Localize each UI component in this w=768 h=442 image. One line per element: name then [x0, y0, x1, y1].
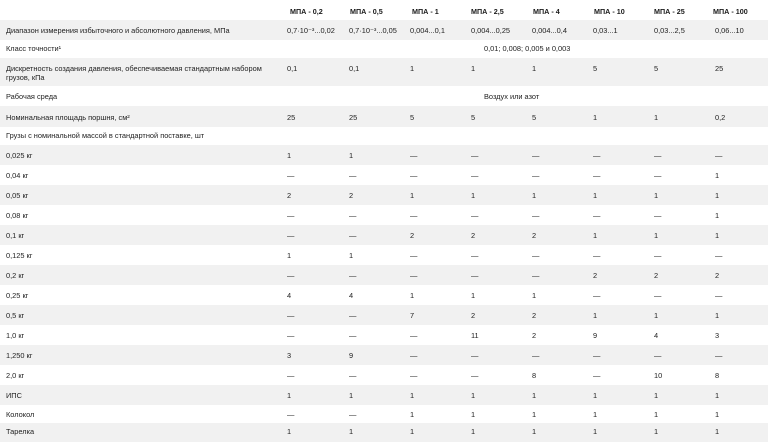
table-cell: 4 [654, 331, 659, 340]
table-cell: — [532, 251, 540, 260]
table-cell: — [287, 271, 295, 280]
table-cell: — [593, 171, 601, 180]
table-cell: — [287, 410, 295, 419]
table-cell: 2 [471, 311, 476, 320]
table-cell: 1 [654, 191, 659, 200]
table-row [0, 165, 768, 185]
table-cell: 0,03...2,5 [654, 26, 685, 35]
table-cell: 2 [532, 331, 537, 340]
table-cell: — [471, 171, 479, 180]
table-cell: 1 [593, 427, 598, 436]
table-cell: 1 [471, 64, 476, 73]
table-cell: 1 [593, 391, 598, 400]
table-row [0, 365, 768, 385]
table-cell: — [349, 371, 357, 380]
table-cell: 1 [287, 151, 292, 160]
table-cell: 1 [654, 391, 659, 400]
table-cell: 0,004...0,25 [471, 26, 511, 35]
table-row [0, 145, 768, 165]
table-cell: 1 [410, 427, 415, 436]
table-cell: 0,7·10⁻³...0,05 [349, 26, 397, 35]
table-cell: 25 [715, 64, 724, 73]
row-label: 1,250 кг [6, 351, 33, 360]
row-label: 0,04 кг [6, 171, 29, 180]
table-cell: 5 [593, 64, 598, 73]
table-cell: 9 [349, 351, 354, 360]
table-cell: 1 [532, 427, 537, 436]
table-cell: — [471, 151, 479, 160]
row-label: Колокол [6, 410, 35, 419]
row-label: 1,0 кг [6, 331, 25, 340]
table-row [0, 405, 768, 423]
table-cell: 5 [654, 64, 659, 73]
table-cell: 2 [532, 311, 537, 320]
table-row [0, 325, 768, 345]
table-cell: 1 [715, 211, 720, 220]
spanning-cell: Воздух или азот [484, 92, 540, 101]
table-row-weights-section [0, 127, 768, 145]
table-cell: 1 [471, 391, 476, 400]
table-cell: 1 [471, 191, 476, 200]
table-cell: — [471, 351, 479, 360]
table-row [0, 225, 768, 245]
table-cell: — [532, 271, 540, 280]
table-cell: 1 [410, 64, 415, 73]
table-cell: — [349, 211, 357, 220]
table-cell: 25 [349, 113, 358, 122]
table-cell: 8 [715, 371, 720, 380]
table-cell: 1 [654, 113, 659, 122]
table-cell: 1 [410, 391, 415, 400]
section-label: Грузы с номинальной массой в стандартной поставке, шт [6, 131, 205, 140]
table-cell: — [471, 251, 479, 260]
table-cell: 0,004...0,4 [532, 26, 567, 35]
table-cell: 1 [349, 427, 354, 436]
table-cell: 2 [715, 271, 720, 280]
table-cell: 2 [471, 231, 476, 240]
table-row-working-medium [0, 86, 768, 106]
table-cell: 25 [287, 113, 296, 122]
table-cell: — [287, 211, 295, 220]
table-cell: 1 [593, 410, 598, 419]
table-cell: — [287, 171, 295, 180]
spanning-cell: 0,01; 0,008; 0,005 и 0,003 [484, 44, 571, 53]
column-header: МПА - 25 [654, 7, 685, 16]
row-label: Рабочая среда [6, 92, 58, 101]
table-cell: — [410, 331, 418, 340]
table-cell: 1 [287, 251, 292, 260]
column-header: МПА - 100 [713, 7, 748, 16]
table-cell: 0,1 [287, 64, 298, 73]
table-cell: — [287, 231, 295, 240]
table-row-pressure-range [0, 20, 768, 40]
table-cell: 5 [410, 113, 415, 122]
table-cell: — [715, 151, 723, 160]
table-cell: — [532, 171, 540, 180]
table-cell: — [287, 331, 295, 340]
table-cell: 1 [349, 391, 354, 400]
table-cell: 2 [287, 191, 292, 200]
table-cell: — [349, 271, 357, 280]
table-cell: 1 [532, 64, 537, 73]
column-header: МПА - 0,2 [290, 7, 323, 16]
table-cell: 1 [532, 410, 537, 419]
table-cell: 1 [471, 427, 476, 436]
table-row-accuracy-class [0, 40, 768, 58]
table-row [0, 345, 768, 365]
table-cell: 2 [593, 271, 598, 280]
table-cell: 1 [532, 291, 537, 300]
table-cell: — [349, 171, 357, 180]
row-label: 0,08 кг [6, 211, 29, 220]
table-cell: — [593, 151, 601, 160]
table-cell: 7 [410, 311, 415, 320]
table-cell: 1 [654, 410, 659, 419]
table-header-row [0, 0, 768, 20]
column-header: МПА - 0,5 [350, 7, 383, 16]
table-cell: 1 [654, 427, 659, 436]
table-cell: — [715, 291, 723, 300]
row-label: 2,0 кг [6, 371, 25, 380]
table-cell: 2 [349, 191, 354, 200]
table-cell: — [471, 271, 479, 280]
table-cell: — [654, 251, 662, 260]
row-label: Диапазон измерения избыточного и абсолютного давления, МПа [6, 26, 230, 35]
table-cell: — [410, 351, 418, 360]
table-cell: — [410, 151, 418, 160]
table-cell: 8 [532, 371, 537, 380]
table-cell: — [349, 311, 357, 320]
table-cell: — [471, 211, 479, 220]
table-cell: 2 [532, 231, 537, 240]
row-label: ИПС [6, 391, 22, 400]
table-cell: 1 [349, 251, 354, 260]
row-label: 0,2 кг [6, 271, 25, 280]
table-cell: — [410, 251, 418, 260]
table-cell: 2 [410, 231, 415, 240]
table-cell: — [287, 371, 295, 380]
table-row-discreteness [0, 58, 768, 86]
table-cell: 0,2 [715, 113, 726, 122]
table-cell: — [410, 271, 418, 280]
row-label: Дискретность создания давления, обеспечиваемая стандартным набором грузов, кПа [6, 64, 262, 82]
table-cell: 4 [349, 291, 354, 300]
table-cell: — [654, 211, 662, 220]
table-cell: — [654, 151, 662, 160]
table-cell: — [532, 211, 540, 220]
table-cell: 1 [349, 151, 354, 160]
table-cell: — [471, 371, 479, 380]
table-row-piston-area [0, 106, 768, 127]
table-cell: 1 [654, 231, 659, 240]
table-cell: 1 [715, 191, 720, 200]
table-cell: 0,004...0,1 [410, 26, 445, 35]
table-cell: 1 [471, 410, 476, 419]
column-header: МПА - 2,5 [471, 7, 504, 16]
table-cell: 11 [471, 331, 479, 340]
table-cell: 1 [593, 113, 598, 122]
table-cell: — [715, 351, 723, 360]
table-row [0, 185, 768, 205]
table-row [0, 423, 768, 442]
table-cell: — [593, 291, 601, 300]
row-label: 0,25 кг [6, 291, 29, 300]
table-cell: 0,06...10 [715, 26, 744, 35]
table-cell: — [410, 171, 418, 180]
table-cell: 1 [715, 171, 720, 180]
table-cell: 10 [654, 371, 663, 380]
table-cell: 1 [471, 291, 476, 300]
table-cell: 1 [593, 191, 598, 200]
table-cell: 1 [410, 291, 415, 300]
table-cell: 1 [715, 410, 720, 419]
table-cell: 1 [410, 191, 415, 200]
table-cell: — [410, 211, 418, 220]
table-row [0, 305, 768, 325]
row-label: 0,5 кг [6, 311, 25, 320]
table-cell: 1 [715, 427, 720, 436]
table-cell: 1 [287, 427, 292, 436]
table-cell: — [349, 231, 357, 240]
row-label: Класс точности¹ [6, 44, 62, 53]
table-cell: 5 [532, 113, 537, 122]
table-cell: 0,7·10⁻³...0,02 [287, 26, 335, 35]
table-cell: — [349, 331, 357, 340]
table-cell: — [593, 251, 601, 260]
table-cell: 0,1 [349, 64, 360, 73]
row-label: Тарелка [6, 427, 35, 436]
table-cell: 5 [471, 113, 476, 122]
table-row [0, 245, 768, 265]
column-header: МПА - 4 [533, 7, 560, 16]
row-label: 0,025 кг [6, 151, 33, 160]
table-cell: — [532, 151, 540, 160]
table-cell: 3 [715, 331, 720, 340]
table-cell: 1 [532, 391, 537, 400]
table-cell: 1 [593, 231, 598, 240]
row-label: 0,125 кг [6, 251, 33, 260]
table-cell: 2 [654, 271, 659, 280]
table-cell: 1 [287, 391, 292, 400]
row-label: 0,05 кг [6, 191, 29, 200]
table-cell: 1 [715, 231, 720, 240]
column-header: МПА - 10 [594, 7, 625, 16]
table-cell: — [654, 291, 662, 300]
table-cell: — [593, 211, 601, 220]
table-row [0, 205, 768, 225]
table-cell: 3 [287, 351, 292, 360]
table-cell: — [715, 251, 723, 260]
table-cell: — [593, 351, 601, 360]
row-label: 0,1 кг [6, 231, 25, 240]
table-cell: 9 [593, 331, 598, 340]
table-cell: — [349, 410, 357, 419]
table-cell: 1 [593, 311, 598, 320]
table-cell: 4 [287, 291, 292, 300]
table-cell: — [654, 351, 662, 360]
table-row [0, 285, 768, 305]
table-cell: — [532, 351, 540, 360]
table-cell: 1 [715, 391, 720, 400]
table-cell: — [287, 311, 295, 320]
table-row [0, 385, 768, 405]
column-header: МПА - 1 [412, 7, 439, 16]
table-cell: 1 [410, 410, 415, 419]
table-cell: — [654, 171, 662, 180]
table-cell: 0,03...1 [593, 26, 618, 35]
table-row [0, 265, 768, 285]
table-cell: 1 [532, 191, 537, 200]
table-cell: 1 [715, 311, 720, 320]
row-label: Номинальная площадь поршня, см² [6, 113, 130, 122]
table-cell: — [593, 371, 601, 380]
table-cell: 1 [654, 311, 659, 320]
table-cell: — [410, 371, 418, 380]
